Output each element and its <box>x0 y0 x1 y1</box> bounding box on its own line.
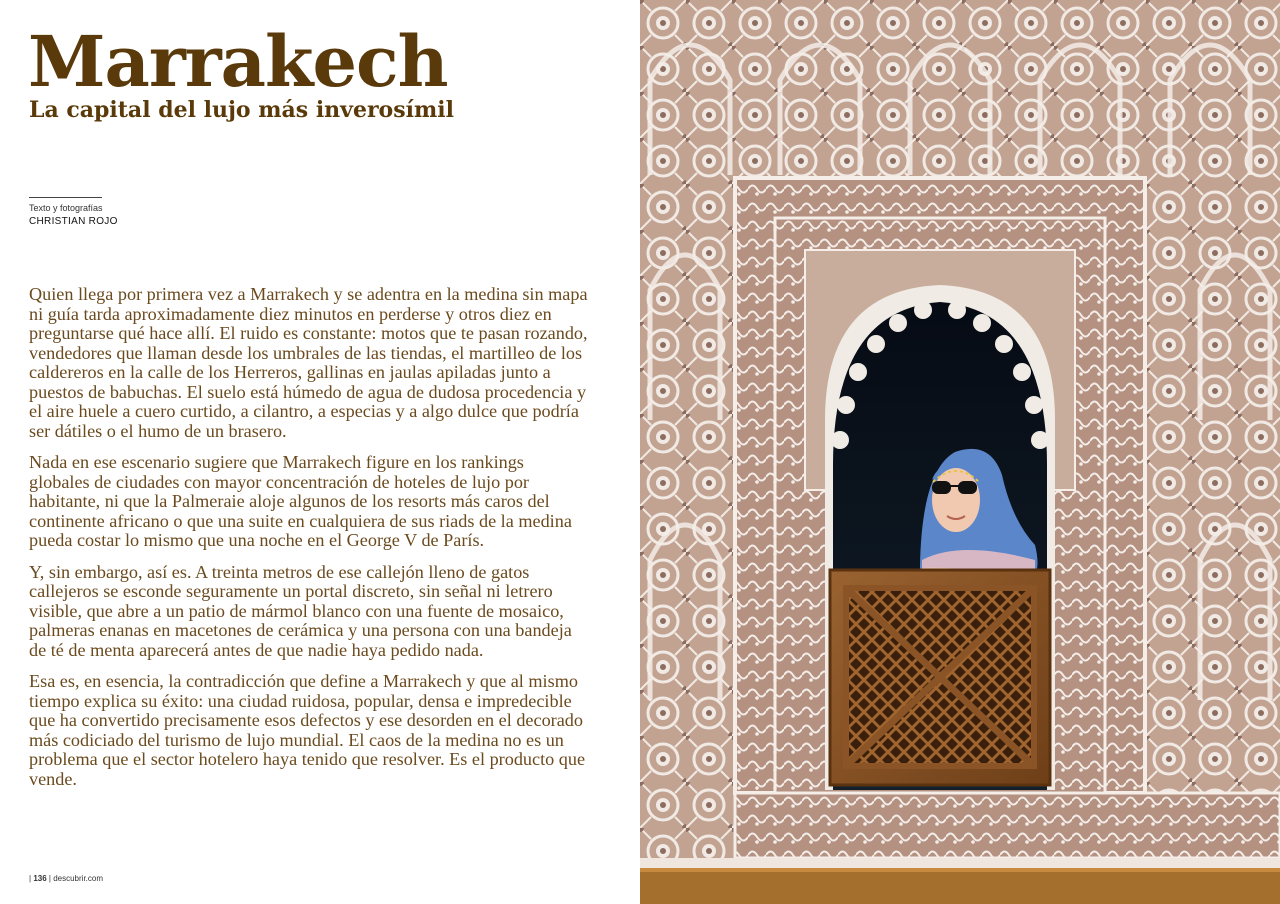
lower-frieze <box>735 793 1280 858</box>
article-body <box>29 285 589 801</box>
cornice <box>640 858 1280 868</box>
wooden-beam <box>640 868 1280 904</box>
author-name: CHRISTIAN ROJO <box>29 216 118 227</box>
paragraph: Y, sin embargo, así es. A treinta metros de ese callejón lleno de gatos callejeros se esconde seguramente un portal discreto, sin señal ni letrero visible, que abre a un patio de mármol blanco con una fuente de mosaico, palmeras enanas en macetones de cerámica y una persona con una bandeja de té de menta aparecerá antes de que nadie haya pedido nada. <box>29 561 572 660</box>
article-subtitle: La capital del lujo más inverosímil <box>29 97 454 123</box>
photo-page <box>640 0 1280 904</box>
paragraph: Esa es, en esencia, la contradicción que define a Marrakech y que al mismo tiempo explica su éxito: una ciudad ruidosa, popular, densa e impredecible que ha convertido precisamente esos defectos y ese desorden en el decorado más codiciado del turismo de lujo mundial. El caos de la medina no es un problema que el sector hotelero haya tenido que resolver. Es el producto que vende. <box>29 671 586 789</box>
photo-woman-in-carved-window <box>640 0 1280 904</box>
page-footer: | 136 | descubrir.com <box>29 874 103 883</box>
credit-divider <box>29 197 102 198</box>
paragraph: Quien llega por primera vez a Marrakech y se adentra en la medina sin mapa ni guía tarda aproximadamente diez minutos en perderse y otros diez en preguntarse qué hace allí. El ruido es constante: motos que te pasan rozando, vendedores que llaman desde los umbrales de las tiendas, el martilleo de los caldereros en la calle de los Herreros, gallinas en jaulas apiladas junto a puestos de babuchas. El suelo está húmedo de agua de dudosa procedencia y el aire huele a cuero curtido, a cilantro, a especias y a algo dulce que podría ser dátiles o el humo de un brasero. <box>29 284 588 441</box>
paragraph: Nada en ese escenario sugiere que Marrakech figure en los rankings globales de ciudades con mayor concentración de hoteles de lujo por habitante, ni que la Palmeraie aloje algunos de los resorts más caros del continente africano o que una suite en cualquiera de sus riads de la medina pueda costar lo mismo que una noche en el George V de París. <box>29 452 572 550</box>
page-number: 136 <box>33 874 47 883</box>
site-link[interactable]: descubrir.com <box>53 874 103 883</box>
article-title: Marrakech <box>28 20 448 103</box>
credit-label: Texto y fotografías <box>29 203 103 213</box>
wooden-shutter <box>830 570 1050 785</box>
